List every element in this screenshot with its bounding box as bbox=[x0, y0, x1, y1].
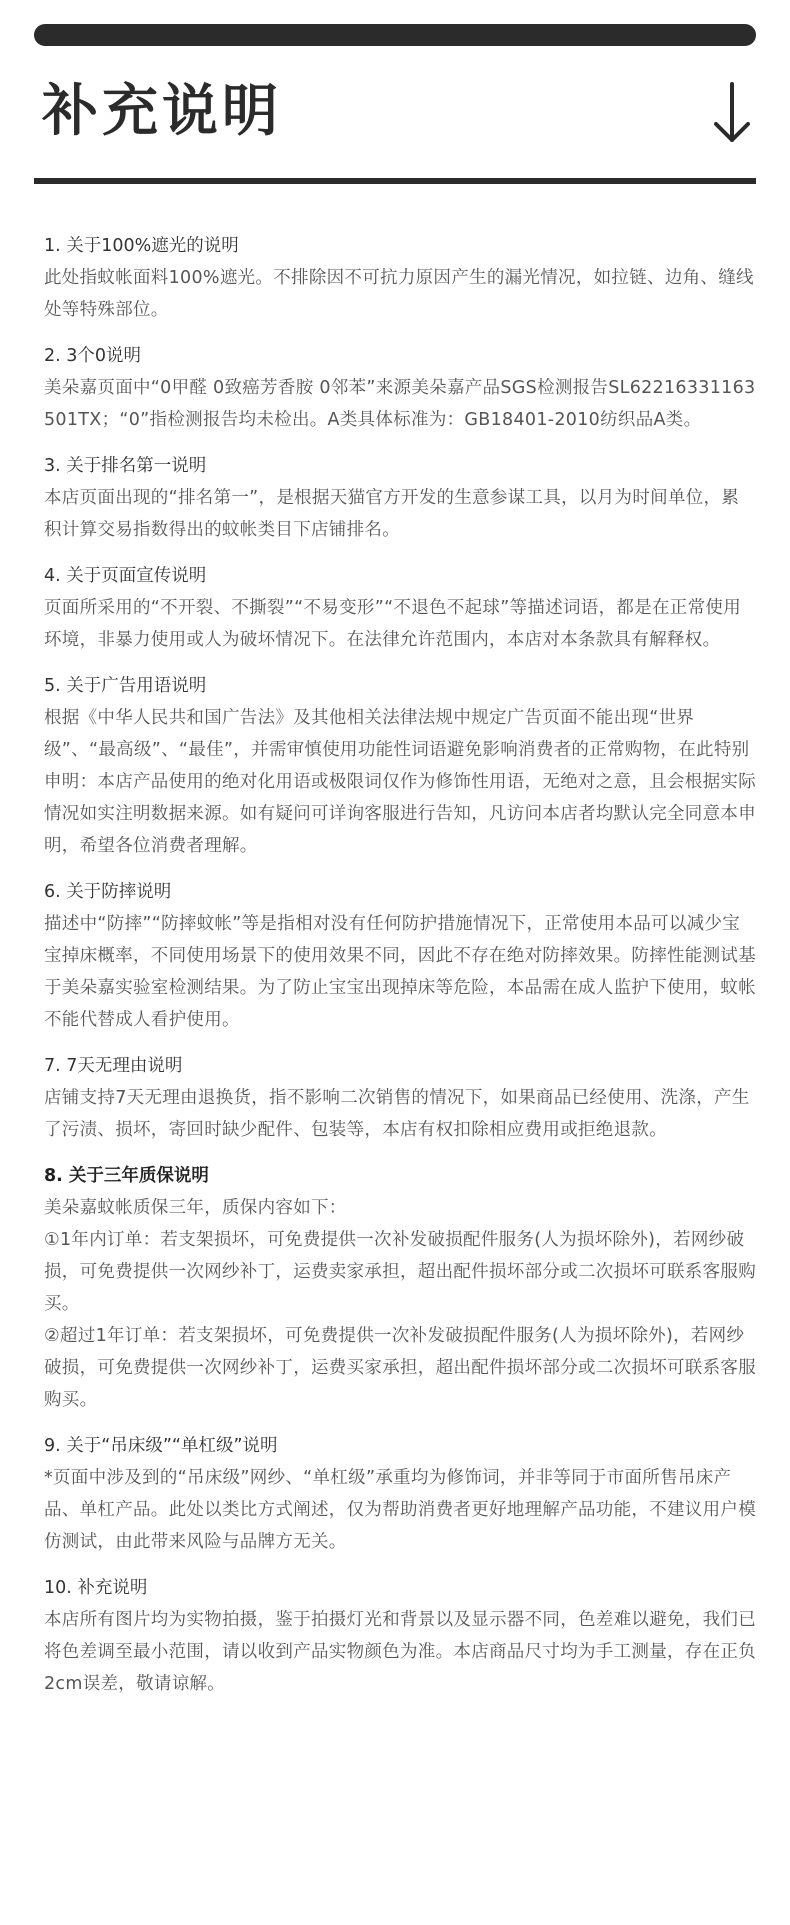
section-paragraph: *页面中涉及到的“吊床级”网纱、“单杠级”承重均为修饰词，并非等同于市面所售吊床产品、单杠产品。此处以类比方式阐述，仅为帮助消费者更好地理解产品功能，不建议用户模仿测试，由此带来风险与品牌方无关。 bbox=[44, 1468, 756, 1552]
section-paragraph: 美朵嘉蚊帐质保三年，质保内容如下： bbox=[44, 1198, 347, 1218]
section-heading: 5. 关于广告用语说明 bbox=[44, 676, 207, 696]
section-paragraph: 页面所采用的“不开裂、不撕裂”“不易变形”“不退色不起球”等描述词语，都是在正常使用环境，非暴力使用或人为破坏情况下。在法律允许范围内，本店对本条款具有解释权。 bbox=[44, 598, 741, 650]
content bbox=[44, 230, 756, 1714]
section-paragraph: 美朵嘉页面中“0甲醛 0致癌芳香胺 0邻苯”来源美朵嘉产品SGS检测报告SL62216331163501TX；“0”指检测报告均未检出。A类具体标准为：GB18401-2010纺织品A类。 bbox=[44, 378, 756, 430]
section-1 bbox=[44, 230, 756, 326]
section-paragraph: 描述中“防摔”“防摔蚊帐”等是指相对没有任何防护措施情况下，正常使用本品可以减少宝宝掉床概率，不同使用场景下的使用效果不同，因此不存在绝对防摔效果。防摔性能测试基于美朵嘉实验室检测结果。为了防止宝宝出现掉床等危险，本品需在成人监护下使用，蚊帐不能代替成人看护使用。 bbox=[44, 914, 756, 1030]
section-paragraph: 根据《中华人民共和国广告法》及其他相关法律法规中规定广告页面不能出现“世界级”、“最高级”、“最佳”，并需审慎使用功能性词语避免影响消费者的正常购物，在此特别申明：本店产品使用的绝对化用语或极限词仅作为修饰性用语，无绝对之意，且会根据实际情况如实注明数据来源。如有疑问可详询客服进行告知，凡访问本店者均默认完全同意本申明，希望各位消费者理解。 bbox=[44, 708, 756, 856]
section-heading: 4. 关于页面宣传说明 bbox=[44, 566, 207, 586]
section-2 bbox=[44, 340, 756, 436]
section-5 bbox=[44, 670, 756, 862]
page-title: 补充说明 bbox=[42, 79, 282, 144]
section-heading: 9. 关于“吊床级”“单杠级”说明 bbox=[44, 1436, 278, 1456]
section-heading: 7. 7天无理由说明 bbox=[44, 1056, 183, 1076]
section-paragraph: 本店页面出现的“排名第一”，是根据天猫官方开发的生意参谋工具，以月为时间单位，累积计算交易指数得出的蚊帐类目下店铺排名。 bbox=[44, 488, 740, 540]
header bbox=[42, 72, 756, 158]
section-8 bbox=[44, 1160, 756, 1416]
section-4 bbox=[44, 560, 756, 656]
section-heading: 2. 3个0说明 bbox=[44, 346, 142, 366]
section-6 bbox=[44, 876, 756, 1036]
section-heading: 3. 关于排名第一说明 bbox=[44, 456, 207, 476]
header-divider bbox=[34, 178, 756, 184]
section-paragraph: 本店所有图片均为实物拍摄，鉴于拍摄灯光和背景以及显示器不同，色差难以避免，我们已将色差调至最小范围，请以收到产品实物颜色为准。本店商品尺寸均为手工测量，存在正负2cm误差，敬请谅解。 bbox=[44, 1610, 756, 1694]
section-paragraph: ②超过1年订单：若支架损坏，可免费提供一次补发破损配件服务(人为损坏除外)，若网纱破损，可免费提供一次网纱补丁，运费买家承担，超出配件损坏部分或二次损坏可联系客服购买。 bbox=[44, 1326, 756, 1410]
section-10 bbox=[44, 1572, 756, 1700]
section-9 bbox=[44, 1430, 756, 1558]
section-heading: 8. 关于三年质保说明 bbox=[44, 1166, 209, 1186]
arrow-down-icon bbox=[712, 82, 752, 146]
section-heading: 10. 补充说明 bbox=[44, 1578, 148, 1598]
section-paragraph: 店铺支持7天无理由退换货，指不影响二次销售的情况下，如果商品已经使用、洗涤，产生了污渍、损坏，寄回时缺少配件、包装等，本店有权扣除相应费用或拒绝退款。 bbox=[44, 1088, 750, 1140]
section-paragraph: ①1年内订单：若支架损坏，可免费提供一次补发破损配件服务(人为损坏除外)，若网纱破损，可免费提供一次网纱补丁，运费卖家承担，超出配件损坏部分或二次损坏可联系客服购买。 bbox=[44, 1230, 756, 1314]
section-heading: 6. 关于防摔说明 bbox=[44, 882, 172, 902]
section-7 bbox=[44, 1050, 756, 1146]
section-heading: 1. 关于100%遮光的说明 bbox=[44, 236, 239, 256]
section-paragraph: 此处指蚊帐面料100%遮光。不排除因不可抗力原因产生的漏光情况，如拉链、边角、缝线处等特殊部位。 bbox=[44, 268, 754, 320]
top-bar bbox=[34, 24, 756, 46]
section-3 bbox=[44, 450, 756, 546]
